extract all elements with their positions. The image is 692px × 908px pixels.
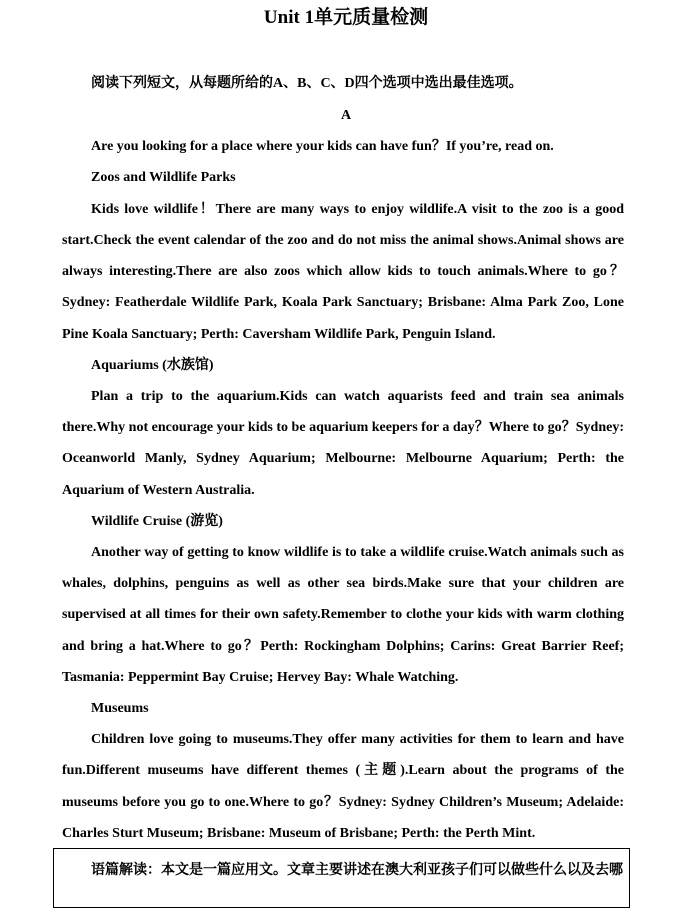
- page-title: Unit 1单元质量检测: [263, 7, 429, 28]
- section-heading-museums: Museums: [91, 701, 149, 716]
- passage-label: A: [340, 108, 352, 123]
- section-heading-zoos: Zoos and Wildlife Parks: [91, 170, 236, 185]
- zoos-line-1: Kids love wildlife！There are many ways to enjoy wildlife.A visit to the zoo is a good: [91, 202, 624, 217]
- museums-line-2: fun.Different museums have different themes (主题).Learn about the programs of the: [62, 763, 624, 778]
- aquariums-line-3: Oceanworld Manly, Sydney Aquarium; Melbourne: Melbourne Aquarium; Perth: the: [62, 451, 624, 466]
- aquariums-line-4: Aquarium of Western Australia.: [62, 483, 255, 498]
- intro-line: Are you looking for a place where your kids can have fun？If you’re, read on.: [91, 139, 554, 154]
- cruise-line-4: and bring a hat.Where to go？Perth: Rockingham Dolphins; Carins: Great Barrier Reef;: [62, 639, 624, 654]
- summary-text: 语篇解读：本文是一篇应用文。文章主要讲述在澳大利亚孩子们可以做些什么以及去哪: [91, 863, 623, 878]
- museums-line-3: museums before you go to one.Where to go？Sydney: Sydney Children’s Museum; Adelaide:: [62, 795, 624, 810]
- aquariums-line-2: there.Why not encourage your kids to be aquarium keepers for a day？Where to go？Sydney:: [62, 420, 624, 435]
- cruise-line-2: whales, dolphins, penguins as well as other sea birds.Make sure that your children are: [62, 576, 624, 591]
- museums-line-1: Children love going to museums.They offer many activities for them to learn and have: [91, 732, 624, 747]
- aquariums-line-1: Plan a trip to the aquarium.Kids can watch aquarists feed and train sea animals: [91, 389, 624, 404]
- section-heading-aquariums: Aquariums (水族馆): [91, 358, 214, 373]
- zoos-line-3: always interesting.There are also zoos which allow kids to touch animals.Where to go？: [62, 264, 624, 279]
- zoos-line-4: Sydney: Featherdale Wildlife Park, Koala Park Sanctuary; Brisbane: Alma Park Zoo, Lone: [62, 295, 624, 310]
- cruise-line-3: supervised at all times for their own safety.Remember to clothe your kids with warm clothing: [62, 607, 624, 622]
- zoos-line-2: start.Check the event calendar of the zoo and do not miss the animal shows.Animal shows are: [62, 233, 624, 248]
- section-heading-cruise: Wildlife Cruise (游览): [91, 514, 223, 529]
- cruise-line-1: Another way of getting to know wildlife is to take a wildlife cruise.Watch animals such as: [91, 545, 624, 560]
- cruise-line-5: Tasmania: Peppermint Bay Cruise; Hervey Bay: Whale Watching.: [62, 670, 459, 685]
- zoos-line-5: Pine Koala Sanctuary; Perth: Caversham Wildlife Park, Penguin Island.: [62, 327, 496, 342]
- instruction: 阅读下列短文，从每题所给的A、B、C、D四个选项中选出最佳选项。: [91, 76, 523, 91]
- museums-line-4: Charles Sturt Museum; Brisbane: Museum of Brisbane; Perth: the Perth Mint.: [62, 826, 536, 841]
